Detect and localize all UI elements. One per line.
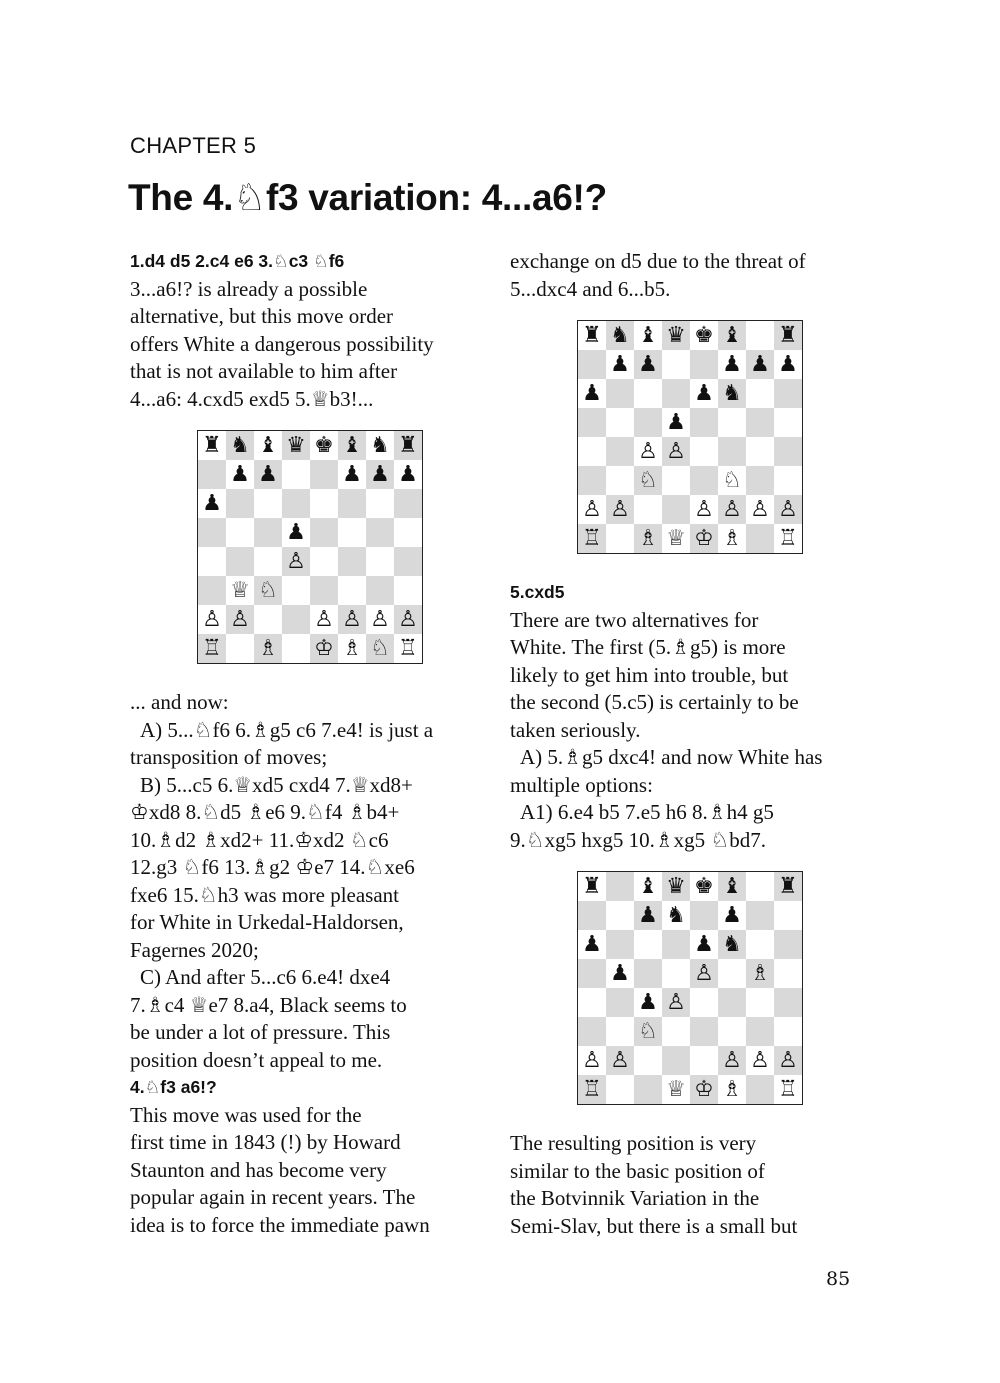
text-line: A) 5.♗g5 dxc4! and now White has — [520, 745, 823, 769]
text-line: A) 5...♘f6 6.♗g5 c6 7.e4! is just a — [140, 717, 434, 742]
text-line: first time in 1843 (!) by Howard — [130, 1130, 401, 1154]
board-square — [662, 495, 690, 524]
black-rook-icon: ♜ — [774, 872, 802, 901]
text-line: Fagernes 2020; — [130, 937, 259, 962]
left-column — [130, 248, 490, 1239]
board-square — [394, 489, 422, 518]
text-line: idea is to force the immediate pawn — [130, 1212, 430, 1237]
board-square — [338, 518, 366, 547]
board-square — [226, 518, 254, 547]
white-knight-icon: ♘ — [366, 634, 394, 663]
black-pawn-icon: ♟ — [342, 461, 362, 487]
white-rook-icon: ♖ — [778, 525, 798, 551]
board-square — [578, 437, 606, 466]
text-line: C) And after 5...c6 6.e4! dxe4 — [140, 965, 391, 989]
white-queen-icon: ♕ — [230, 577, 250, 603]
white-pawn-icon: ♙ — [370, 606, 390, 632]
board-square — [254, 489, 282, 518]
board-square — [690, 350, 718, 379]
text-line: White. The first (5.♗g5) is more — [510, 635, 786, 659]
black-pawn-icon: ♟ — [398, 461, 418, 487]
board-square — [338, 547, 366, 576]
board-square — [634, 1075, 662, 1104]
white-pawn-icon: ♙ — [750, 1047, 770, 1073]
black-rook-icon: ♜ — [774, 321, 802, 350]
board-square — [254, 547, 282, 576]
white-knight-icon: ♘ — [722, 467, 742, 493]
black-pawn-icon: ♟ — [722, 351, 742, 377]
text-line: There are two alternatives for — [510, 607, 759, 632]
black-pawn-icon: ♟ — [254, 460, 282, 489]
black-pawn-icon: ♟ — [286, 519, 306, 545]
text-line: likely to get him into trouble, but — [510, 662, 789, 687]
black-bishop-icon: ♝ — [638, 873, 658, 899]
board-square — [310, 489, 338, 518]
board-square — [662, 959, 690, 988]
chess-diagram-3 — [577, 871, 803, 1105]
white-bishop-icon: ♗ — [342, 635, 362, 661]
white-bishop-icon: ♗ — [722, 1076, 742, 1102]
black-bishop-icon: ♝ — [258, 432, 278, 458]
text-line: B) 5...c5 6.♕xd5 cxd4 7.♕xd8+ — [140, 772, 413, 797]
text-line: Semi-Slav, but there is a small but — [510, 1213, 798, 1238]
board-square — [606, 872, 634, 901]
white-bishop-icon: ♗ — [722, 525, 742, 551]
white-pawn-icon: ♙ — [282, 547, 310, 576]
text-line: 5...dxc4 and 6...b5. — [510, 276, 671, 301]
board-square — [578, 988, 606, 1017]
board-square — [746, 437, 774, 466]
text-line: popular again in recent years. The — [130, 1185, 416, 1209]
board-square — [774, 901, 802, 930]
board-square — [690, 466, 718, 495]
board-square — [226, 489, 254, 518]
white-pawn-icon: ♙ — [718, 495, 746, 524]
board-square — [198, 460, 226, 489]
board-square — [746, 1075, 774, 1104]
paragraph — [510, 1130, 870, 1240]
board-square — [606, 901, 634, 930]
white-pawn-icon: ♙ — [606, 1046, 634, 1075]
text-line: Staunton and has become very — [130, 1157, 387, 1182]
black-knight-icon: ♞ — [718, 379, 746, 408]
white-pawn-icon: ♙ — [690, 959, 718, 988]
text-line: similar to the basic position of — [510, 1158, 765, 1183]
board-square — [690, 901, 718, 930]
board-square — [774, 379, 802, 408]
board-square — [606, 466, 634, 495]
board-square — [606, 524, 634, 553]
black-pawn-icon: ♟ — [746, 350, 774, 379]
text-line: This move was used for the — [130, 1102, 362, 1127]
text-line: position doesn’t appeal to me. — [130, 1047, 383, 1072]
board-square — [746, 901, 774, 930]
black-queen-icon: ♛ — [662, 321, 690, 350]
move-heading-2: 4.♘f3 a6!? — [130, 1077, 217, 1097]
board-square — [690, 408, 718, 437]
board-square — [662, 379, 690, 408]
board-square — [774, 930, 802, 959]
black-pawn-icon: ♟ — [230, 461, 250, 487]
board-square — [606, 408, 634, 437]
right-column — [510, 248, 870, 1240]
white-pawn-icon: ♙ — [582, 496, 602, 522]
black-king-icon: ♚ — [314, 432, 334, 458]
board-square — [578, 959, 606, 988]
black-pawn-icon: ♟ — [202, 490, 222, 516]
text-line: transposition of moves; — [130, 745, 328, 769]
paragraph — [130, 1102, 490, 1240]
board-square — [394, 547, 422, 576]
chess-diagram-1 — [197, 430, 423, 664]
text-line: multiple options: — [510, 772, 653, 797]
board-square — [226, 547, 254, 576]
black-queen-icon: ♛ — [662, 872, 690, 901]
board-square — [746, 1017, 774, 1046]
text-line: that is not available to him after — [130, 359, 398, 383]
board-square — [774, 437, 802, 466]
black-bishop-icon: ♝ — [718, 872, 746, 901]
board-square — [282, 489, 310, 518]
chess-diagram-2 — [577, 320, 803, 554]
board-square — [226, 634, 254, 663]
board-square — [634, 408, 662, 437]
white-pawn-icon: ♙ — [774, 1046, 802, 1075]
board-square — [310, 547, 338, 576]
board-square — [746, 930, 774, 959]
board-square — [774, 466, 802, 495]
white-bishop-icon: ♗ — [746, 959, 774, 988]
white-pawn-icon: ♙ — [338, 605, 366, 634]
board-square — [254, 605, 282, 634]
white-bishop-icon: ♗ — [254, 634, 282, 663]
paragraph — [510, 607, 870, 855]
white-pawn-icon: ♙ — [694, 496, 714, 522]
paragraph — [130, 276, 490, 414]
board-square — [662, 1046, 690, 1075]
paragraph — [510, 248, 870, 303]
board-square — [578, 350, 606, 379]
board-square — [718, 959, 746, 988]
text-line: the Botvinnik Variation in the — [510, 1186, 760, 1210]
white-rook-icon: ♖ — [398, 635, 418, 661]
black-pawn-icon: ♟ — [638, 989, 658, 1015]
black-rook-icon: ♜ — [394, 431, 422, 460]
page-number: 85 — [826, 1268, 851, 1290]
white-pawn-icon: ♙ — [582, 1047, 602, 1073]
board-square — [578, 408, 606, 437]
white-pawn-icon: ♙ — [718, 1046, 746, 1075]
black-bishop-icon: ♝ — [638, 322, 658, 348]
board-square — [394, 518, 422, 547]
board-square — [338, 576, 366, 605]
board-square — [690, 1017, 718, 1046]
chapter-label: CHAPTER 5 — [130, 133, 257, 158]
black-pawn-icon: ♟ — [634, 901, 662, 930]
white-king-icon: ♔ — [690, 524, 718, 553]
board-square — [662, 466, 690, 495]
board-square — [366, 489, 394, 518]
black-king-icon: ♚ — [694, 873, 714, 899]
white-pawn-icon: ♙ — [314, 606, 334, 632]
paragraph — [130, 689, 490, 1074]
text-line: taken seriously. — [510, 717, 641, 742]
text-line: 3...a6!? is already a possible — [130, 276, 368, 301]
white-rook-icon: ♖ — [578, 1075, 606, 1104]
white-rook-icon: ♖ — [778, 1076, 798, 1102]
board-square — [310, 576, 338, 605]
black-pawn-icon: ♟ — [694, 931, 714, 957]
black-pawn-icon: ♟ — [366, 460, 394, 489]
board-square — [366, 518, 394, 547]
text-line: alternative, but this move order — [130, 304, 394, 328]
board-square — [578, 901, 606, 930]
board-square — [746, 988, 774, 1017]
white-rook-icon: ♖ — [198, 634, 226, 663]
white-knight-icon: ♘ — [254, 576, 282, 605]
board-square — [394, 576, 422, 605]
board-square — [282, 634, 310, 663]
white-king-icon: ♔ — [690, 1075, 718, 1104]
white-pawn-icon: ♙ — [750, 496, 770, 522]
text-line: fxe6 15.♘h3 was more pleasant — [130, 882, 400, 907]
black-pawn-icon: ♟ — [610, 351, 630, 377]
board-square — [254, 518, 282, 547]
chapter-title: The 4.♘f3 variation: 4...a6!? — [128, 177, 607, 218]
board-square — [662, 350, 690, 379]
text-line: 9.♘xg5 hxg5 10.♗xg5 ♘bd7. — [510, 827, 766, 852]
board-square — [198, 547, 226, 576]
white-knight-icon: ♘ — [634, 1017, 662, 1046]
board-square — [746, 466, 774, 495]
black-pawn-icon: ♟ — [666, 409, 686, 435]
white-queen-icon: ♕ — [666, 1076, 686, 1102]
board-square — [774, 1017, 802, 1046]
board-square — [310, 460, 338, 489]
board-square — [718, 437, 746, 466]
black-rook-icon: ♜ — [582, 322, 602, 348]
white-king-icon: ♔ — [310, 634, 338, 663]
board-square — [690, 1046, 718, 1075]
white-pawn-icon: ♙ — [662, 988, 690, 1017]
text-line: exchange on d5 due to the threat of — [510, 249, 806, 273]
black-knight-icon: ♞ — [370, 432, 390, 458]
white-pawn-icon: ♙ — [226, 605, 254, 634]
board-square — [718, 988, 746, 1017]
board-square — [310, 518, 338, 547]
text-line: be under a lot of pressure. This — [130, 1020, 391, 1044]
board-square — [366, 576, 394, 605]
board-square — [634, 1046, 662, 1075]
board-square — [578, 1017, 606, 1046]
white-pawn-icon: ♙ — [662, 437, 690, 466]
board-square — [634, 930, 662, 959]
black-bishop-icon: ♝ — [718, 321, 746, 350]
text-line: The resulting position is very — [510, 1131, 757, 1155]
board-square — [774, 988, 802, 1017]
text-line: ... and now: — [130, 690, 229, 714]
white-pawn-icon: ♙ — [202, 606, 222, 632]
black-pawn-icon: ♟ — [694, 380, 714, 406]
black-pawn-icon: ♟ — [610, 960, 630, 986]
text-line: the second (5.c5) is certainly to be — [510, 690, 799, 714]
black-pawn-icon: ♟ — [722, 902, 742, 928]
text-line: 10.♗d2 ♗xd2+ 11.♔xd2 ♘c6 — [130, 827, 389, 852]
white-pawn-icon: ♙ — [774, 495, 802, 524]
board-square — [578, 466, 606, 495]
move-heading-3: 5.cxd5 — [510, 582, 565, 602]
board-square — [746, 524, 774, 553]
board-square — [282, 460, 310, 489]
board-square — [366, 547, 394, 576]
board-square — [718, 408, 746, 437]
black-pawn-icon: ♟ — [582, 931, 602, 957]
black-rook-icon: ♜ — [202, 432, 222, 458]
board-square — [718, 1017, 746, 1046]
board-square — [282, 576, 310, 605]
black-pawn-icon: ♟ — [634, 350, 662, 379]
text-line: 12.g3 ♘f6 13.♗g2 ♔e7 14.♘xe6 — [130, 855, 415, 879]
white-rook-icon: ♖ — [578, 524, 606, 553]
black-queen-icon: ♛ — [282, 431, 310, 460]
black-rook-icon: ♜ — [582, 873, 602, 899]
white-pawn-icon: ♙ — [638, 438, 658, 464]
black-bishop-icon: ♝ — [338, 431, 366, 460]
board-square — [746, 379, 774, 408]
black-knight-icon: ♞ — [226, 431, 254, 460]
white-pawn-icon: ♙ — [606, 495, 634, 524]
board-square — [606, 1075, 634, 1104]
black-knight-icon: ♞ — [718, 930, 746, 959]
white-knight-icon: ♘ — [634, 466, 662, 495]
white-queen-icon: ♕ — [666, 525, 686, 551]
text-line: ♔xd8 8.♘d5 ♗e6 9.♘f4 ♗b4+ — [130, 800, 400, 824]
board-square — [282, 605, 310, 634]
text-line: offers White a dangerous possibility — [130, 331, 434, 356]
board-square — [338, 489, 366, 518]
black-pawn-icon: ♟ — [582, 380, 602, 406]
board-square — [606, 437, 634, 466]
text-line: for White in Urkedal-Haldorsen, — [130, 910, 404, 934]
board-square — [606, 930, 634, 959]
board-square — [774, 408, 802, 437]
board-square — [662, 1017, 690, 1046]
board-square — [634, 959, 662, 988]
text-line: A1) 6.e4 b5 7.e5 h6 8.♗h4 g5 — [520, 800, 774, 824]
board-square — [774, 959, 802, 988]
board-square — [690, 437, 718, 466]
board-square — [746, 321, 774, 350]
board-square — [746, 408, 774, 437]
text-line: 4...a6: 4.cxd5 exd5 5.♕b3!... — [130, 386, 374, 411]
board-square — [634, 495, 662, 524]
black-knight-icon: ♞ — [666, 902, 686, 928]
board-square — [606, 988, 634, 1017]
board-square — [746, 872, 774, 901]
board-square — [690, 988, 718, 1017]
board-square — [606, 379, 634, 408]
text-line: 7.♗c4 ♕e7 8.a4, Black seems to — [130, 992, 407, 1017]
black-knight-icon: ♞ — [606, 321, 634, 350]
board-square — [198, 518, 226, 547]
white-pawn-icon: ♙ — [394, 605, 422, 634]
black-pawn-icon: ♟ — [778, 351, 798, 377]
board-square — [634, 379, 662, 408]
board-square — [198, 576, 226, 605]
move-heading-1: 1.d4 d5 2.c4 e6 3.♘c3 ♘f6 — [130, 251, 345, 271]
black-king-icon: ♚ — [694, 322, 714, 348]
board-square — [606, 1017, 634, 1046]
white-bishop-icon: ♗ — [634, 524, 662, 553]
board-square — [662, 930, 690, 959]
